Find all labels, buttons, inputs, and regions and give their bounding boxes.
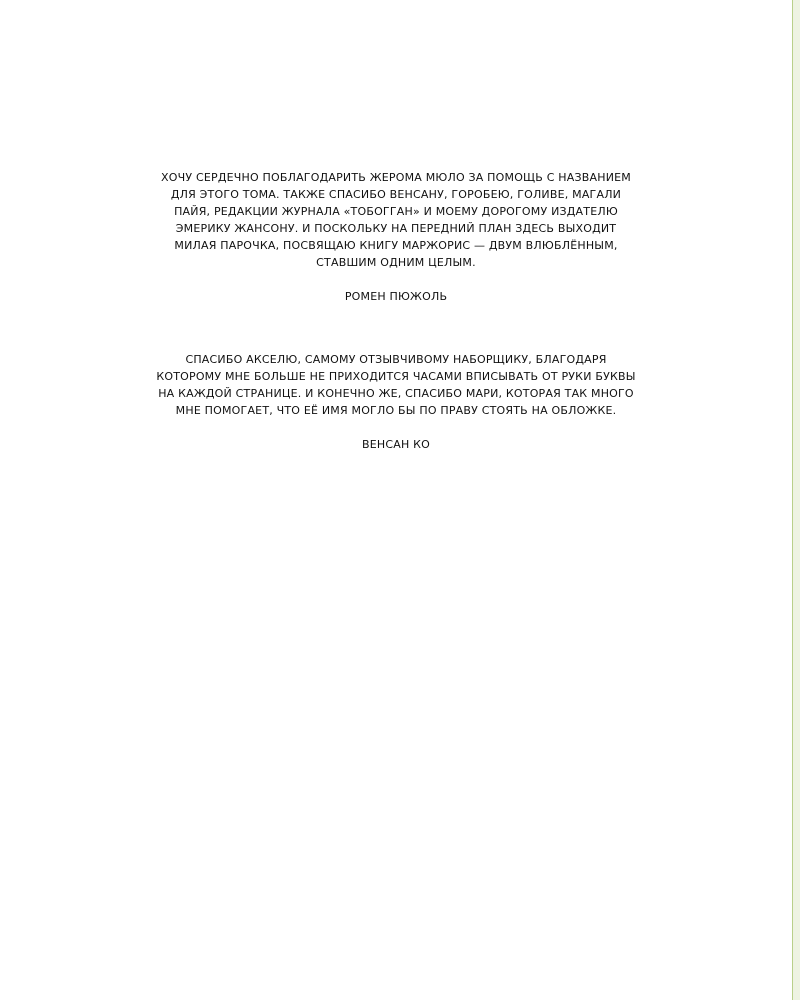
text-line: СПАСИБО АКСЕЛЮ, САМОМУ ОТЗЫВЧИВОМУ НАБОРЩИКУ, БЛАГОДАРЯ — [185, 353, 607, 366]
acknowledgement-block-romain — [150, 169, 642, 305]
text-line: СТАВШИМ ОДНИМ ЦЕЛЫМ. — [316, 256, 476, 269]
page-edge-strip — [792, 0, 800, 1000]
signature: РОМЕН ПЮЖОЛЬ — [344, 290, 448, 303]
signature: ВЕНСАН КО — [361, 438, 430, 451]
text-line: МИЛАЯ ПАРОЧКА, ПОСВЯЩАЮ КНИГУ МАРЖОРИС — ДВУМ ВЛЮБЛЁННЫМ, — [174, 239, 618, 252]
text-line: ХОЧУ СЕРДЕЧНО ПОБЛАГОДАРИТЬ ЖЕРОМА МЮЛО ЗА ПОМОЩЬ С НАЗВАНИЕМ — [161, 171, 631, 184]
acknowledgement-block-vincent — [150, 351, 642, 453]
text-line: ДЛЯ ЭТОГО ТОМА. ТАКЖЕ СПАСИБО ВЕНСАНУ, ГОРОБЕЮ, ГОЛИВЕ, МАГАЛИ — [170, 188, 622, 201]
text-line: НА КАЖДОЙ СТРАНИЦЕ. И КОНЕЧНО ЖЕ, СПАСИБО МАРИ, КОТОРАЯ ТАК МНОГО — [158, 387, 634, 400]
text-line: МНЕ ПОМОГАЕТ, ЧТО ЕЁ ИМЯ МОГЛО БЫ ПО ПРАВУ СТОЯТЬ НА ОБЛОЖКЕ. — [175, 404, 617, 417]
text-line: ЭМЕРИКУ ЖАНСОНУ. И ПОСКОЛЬКУ НА ПЕРЕДНИЙ ПЛАН ЗДЕСЬ ВЫХОДИТ — [175, 222, 617, 235]
text-line: ПАЙЯ, РЕДАКЦИИ ЖУРНАЛА «ТОБОГГАН» И МОЕМУ ДОРОГОМУ ИЗДАТЕЛЮ — [174, 205, 618, 218]
text-line: КОТОРОМУ МНЕ БОЛЬШЕ НЕ ПРИХОДИТСЯ ЧАСАМИ ВПИСЫВАТЬ ОТ РУКИ БУКВЫ — [156, 370, 636, 383]
